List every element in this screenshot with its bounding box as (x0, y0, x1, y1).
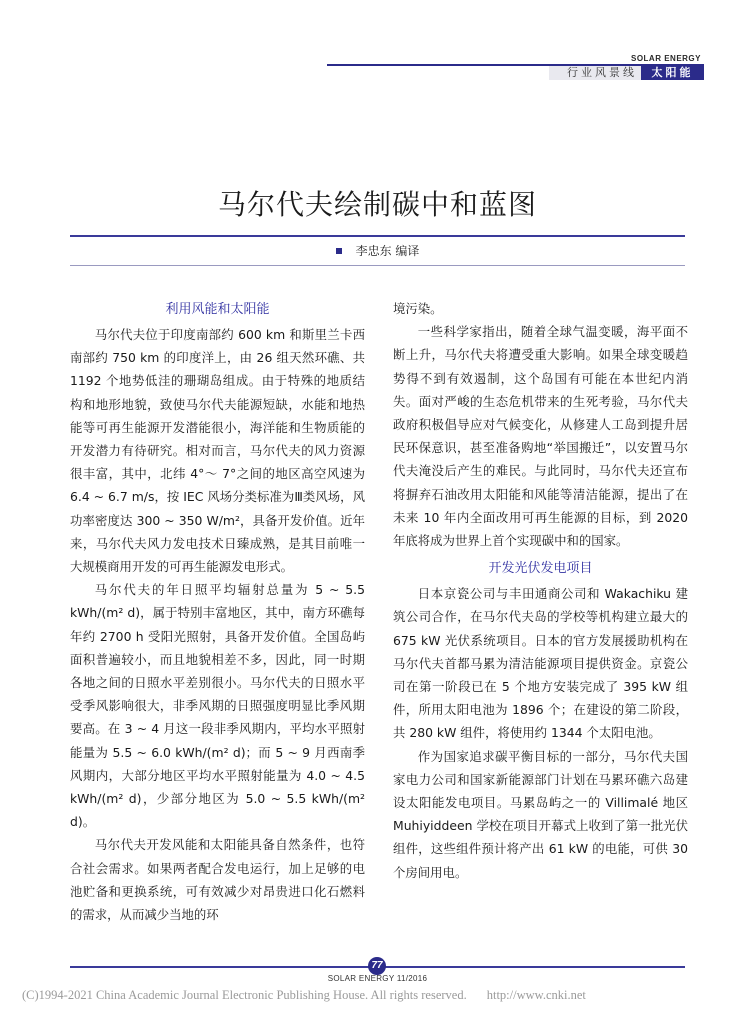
copyright-notice (22, 988, 586, 1003)
left-column (70, 297, 365, 926)
section-heading: 利用风能和太阳能 (165, 302, 270, 317)
article-title: 马尔代夫绘制碳中和蓝图 (217, 188, 537, 221)
byline (0, 242, 755, 259)
byline-square-icon (336, 248, 342, 254)
header-section-label: 太阳能 (641, 66, 704, 80)
header-journal-name: SOLAR ENERGY (630, 54, 701, 63)
page-number: 77 (368, 957, 386, 975)
header-column-label: 行业风景线 (549, 66, 641, 80)
body-paragraph: 一些科学家指出，随着全球气温变暖，海平面不断上升，马尔代夫将遭受重大影响。如果全球变暖趋势得不到有效遏制，这个岛国有可能在本世纪内消失。面对严峻的生态危机带来的生死考验，马尔代夫政府积极倡导应对气候变化，从修建人工岛到提升居民环保意识，甚至准备购地“举国搬迁”，以安置马尔代夫淹没后产生的难民。与此同时，马尔代夫还宣布将摒弃石油改用太阳能和风能等清洁能源，提出了在未来 10 年内全面改用可再生能源的目标，到 2020 年底将成为世界上首个实现碳中和的国家。 (393, 324, 688, 549)
body-paragraph: 日本京瓷公司与丰田通商公司和 Wakachiku 建筑公司合作，在马尔代夫岛的学校等机构建立最大的 675 kW 光伏系统项目。日本的官方发展援助机构在马尔代夫首都马累为清洁能源项目提供资金。京瓷公司在第一阶段已在 5 个地方安装完成了 395 kW 组件，所用太阳电池为 1896 个；在建设的第二阶段，共 280 kW 组件，将使用约 1344 个太阳电池。 (393, 586, 688, 741)
body-paragraph: 马尔代夫的年日照平均辐射总量为 5 ~ 5.5 kWh/(m² d)，属于特别丰富地区，其中，南方环礁每年约 2700 h 受阳光照射，具备开发价值。全国岛屿面积普遍较小，而且地貌相差不多，因此，同一时期各地之间的日照水平差别很小。马尔代夫的日照水平受季风影响很大，非季风期的日照强度明显比季风期要高。在 3 ~ 4 月这一段非季风期内，平均水平照射能量为 5.5 ~ 6.0 kWh/(m² d)；而 5 ~ 9 月西南季风期内，大部分地区平均水平照射能量为 4.0 ~ 4.5 kWh/(m² d)，少部分地区为 5.0 ~ 5.5 kWh/(m² d)。 (70, 582, 365, 830)
body-paragraph: 境污染。 (393, 301, 443, 316)
copyright-text: (C)1994-2021 China Academic Journal Electronic Publishing House. All rights reserved. (22, 988, 467, 1002)
byline-author: 李忠东 编译 (355, 244, 420, 258)
right-column (393, 297, 688, 884)
copyright-url[interactable]: http://www.cnki.net (486, 988, 586, 1002)
title-rule (70, 235, 685, 237)
body-paragraph: 马尔代夫开发风能和太阳能具备自然条件，也符合社会需求。如果两者配合发电运行，加上足够的电池贮备和更换系统，可有效减少对昂贵进口化石燃料的需求，从而减少当地的环 (70, 837, 365, 923)
header-section-bar (549, 66, 704, 80)
body-paragraph: 作为国家追求碳平衡目标的一部分，马尔代夫国家电力公司和国家新能源部门计划在马累环礁六岛建设太阳能发电项目。马累岛屿之一的 Villimalé 地区 Muhiyiddeen 学校在项目开幕式上收到了第一批光伏组件，这些组件预计将产出 61 kW 的电能，可供 30 个房间用电。 (393, 748, 688, 880)
body-paragraph: 马尔代夫位于印度南部约 600 km 和斯里兰卡西南部约 750 km 的印度洋上，由 26 组天然环礁、共 1192 个地势低洼的珊瑚岛组成。由于特殊的地质结构和地形地貌，致使马尔代夫能源短缺，水能和地热能等可再生能源开发潜能很小，海洋能和生物质能的开发潜力有待研究。相对而言，马尔代夫的风力资源很丰富，其中，北纬 4°～ 7°之间的地区高空风速为 6.4 ~ 6.7 m/s，按 IEC 风场分类标准为Ⅲ类风场，风功率密度达 300 ~ 350 W/m²，具备开发价值。近年来，马尔代夫风力发电技术日臻成熟，是其目前唯一大规模商用开发的可再生能源发电形式。 (70, 327, 365, 575)
footer-journal: SOLAR ENERGY 11/2016 (327, 974, 428, 983)
section-heading: 开发光伏发电项目 (488, 561, 593, 577)
byline-rule (70, 265, 685, 266)
